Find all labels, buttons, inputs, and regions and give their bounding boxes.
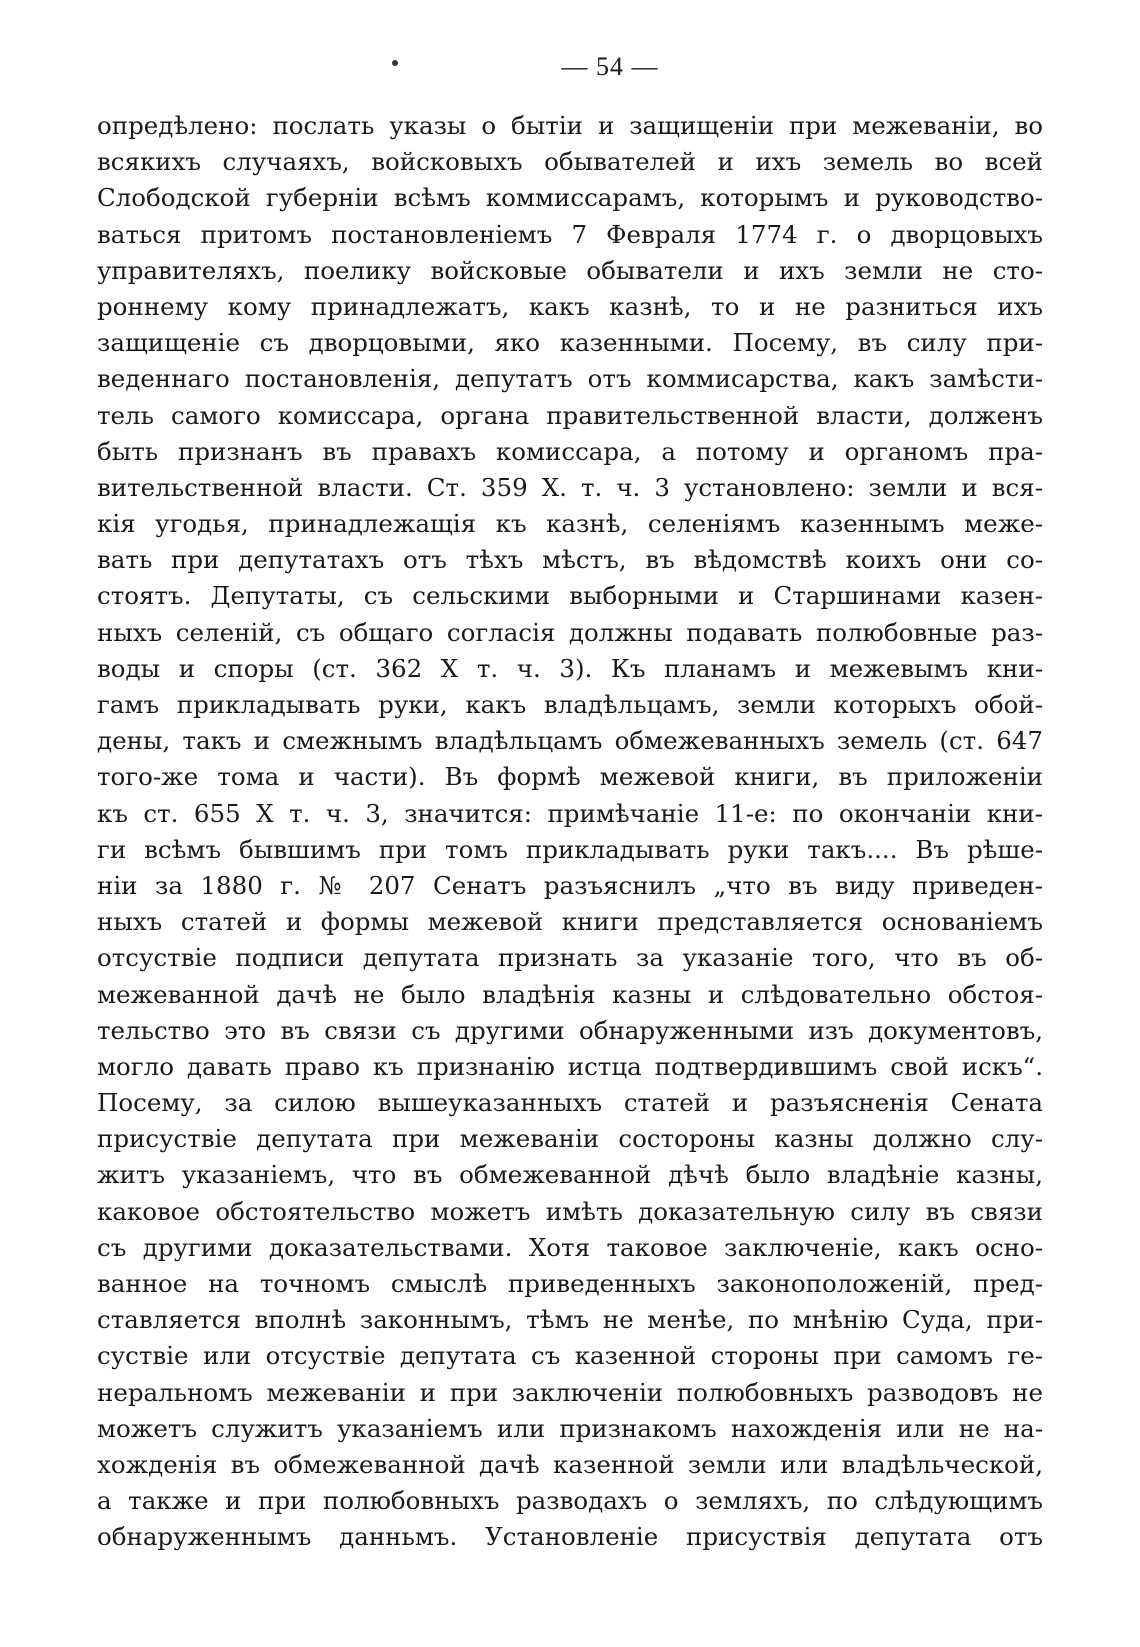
text-line: могло давать право къ признанію истца подтвердившимъ свой искъ“. <box>97 1051 1043 1081</box>
text-line: съ другими доказательствами. Хотя таковое заключеніе, какъ осно- <box>97 1232 1043 1262</box>
text-line: каковое обстоятельство можетъ имѣть доказательную силу въ связи <box>97 1196 1043 1226</box>
text-line: вать при депутатахъ отъ тѣхъ мѣстъ, въ вѣдомствѣ коихъ они со- <box>97 545 1043 575</box>
text-line: Посему, за силою вышеуказанныхъ статей и разъясненія Сената <box>97 1088 1043 1118</box>
text-line: обнаруженнымъ данньмъ. Установленіе присуствія депутата отъ <box>97 1522 1043 1552</box>
body-text <box>97 108 1043 1556</box>
text-line: а также и при полюбовныхъ разводахъ о земляхъ, по слѣдующимъ <box>97 1486 1043 1516</box>
text-line: межеванной дачѣ не было владѣнія казны и слѣдовательно обстоя- <box>97 979 1043 1009</box>
text-line: неральномъ межеваніи и при заключеніи полюбовныхъ разводовъ не <box>97 1377 1043 1407</box>
text-line: ныхъ статей и формы межевой книги представляется основаніемъ <box>97 907 1043 937</box>
text-line: всякихъ случаяхъ, войсковыхъ обывателей и ихъ земель во всей <box>97 147 1043 177</box>
page-number: — 54 — <box>561 52 659 81</box>
text-line: можетъ служитъ указаніемъ или признакомъ нахожденія или не на- <box>97 1413 1043 1443</box>
text-line: защищеніе съ дворцовыми, яко казенными. Посему, въ силу при- <box>97 328 1043 358</box>
text-line: ги всѣмъ бывшимъ при томъ прикладывать руки такъ.... Въ рѣше- <box>97 834 1043 864</box>
text-line: того-же тома и части). Въ формѣ межевой книги, въ приложеніи <box>97 762 1043 792</box>
text-line: отсуствіе подписи депутата признать за указаніе того, что въ об- <box>97 943 1043 973</box>
text-line: тельство это въ связи съ другими обнаруженными изъ документовъ, <box>97 1015 1043 1045</box>
text-line: вительственной власти. Ст. 359 X. т. ч. 3 установлено: земли и вся- <box>97 472 1043 502</box>
text-line: веденнаго постановленія, депутатъ отъ коммисарства, какъ замѣсти- <box>97 364 1043 394</box>
text-line: гамъ прикладывать руки, какъ владѣльцамъ, земли которыхъ обой- <box>97 690 1043 719</box>
text-line: воды и споры (ст. 362 X т. ч. 3). Къ планамъ и межевымъ кни- <box>97 653 1043 683</box>
text-line: опредѣлено: послать указы о бытіи и защищеніи при межеваніи, во <box>97 111 1043 140</box>
text-line: Слободской губерніи всѣмъ коммиссарамъ, которымъ и руководство- <box>97 183 1043 213</box>
text-line: ванное на точномъ смыслѣ приведенныхъ законоположеній, пред- <box>97 1269 1043 1298</box>
text-line: присуствіе депутата при межеваніи состороны казны должно слу- <box>97 1124 1043 1154</box>
text-line: хожденія въ обмежеванной дачѣ казенной земли или владѣльческой, <box>97 1449 1043 1479</box>
text-line: роннему кому принадлежатъ, какъ казнѣ, то и не разниться ихъ <box>97 291 1043 321</box>
text-line: быть признанъ въ правахъ комиссара, а потому и органомъ пра- <box>97 436 1043 466</box>
text-line: тель самого комиссара, органа правительственной власти, долженъ <box>97 400 1043 430</box>
scan-speck <box>392 60 398 66</box>
text-line: кія угодья, принадлежащія къ казнѣ, селеніямъ казеннымъ меже- <box>97 509 1043 539</box>
text-line: ныхъ селеній, съ общаго согласія должны подавать полюбовные раз- <box>97 617 1043 647</box>
text-line: суствіе или отсуствіе депутата съ казенной стороны при самомъ ге- <box>97 1341 1043 1371</box>
text-line: житъ указаніемъ, что въ обмежеванной дѣчѣ было владѣніе казны, <box>97 1160 1043 1190</box>
text-line: къ ст. 655 X т. ч. 3, значится: примѣчаніе 11-е: по окончаніи кни- <box>97 798 1043 828</box>
text-line: стоятъ. Депутаты, съ сельскими выборными и Старшинами казен- <box>97 581 1043 611</box>
text-line: ніи за 1880 г. № 207 Сенатъ разъяснилъ „что въ виду приведен- <box>97 870 1043 900</box>
text-line: ставляется вполнѣ законнымъ, тѣмъ не менѣе, по мнѣнію Суда, при- <box>97 1305 1043 1335</box>
text-line: управителяхъ, поелику войсковые обыватели и ихъ земли не сто- <box>97 255 1043 285</box>
text-line: дены, такъ и смежнымъ владѣльцамъ обмежеванныхъ земель (ст. 647 <box>97 726 1043 756</box>
text-line: ваться притомъ постановленіемъ 7 Февраля 1774 г. о дворцовыхъ <box>97 219 1043 249</box>
